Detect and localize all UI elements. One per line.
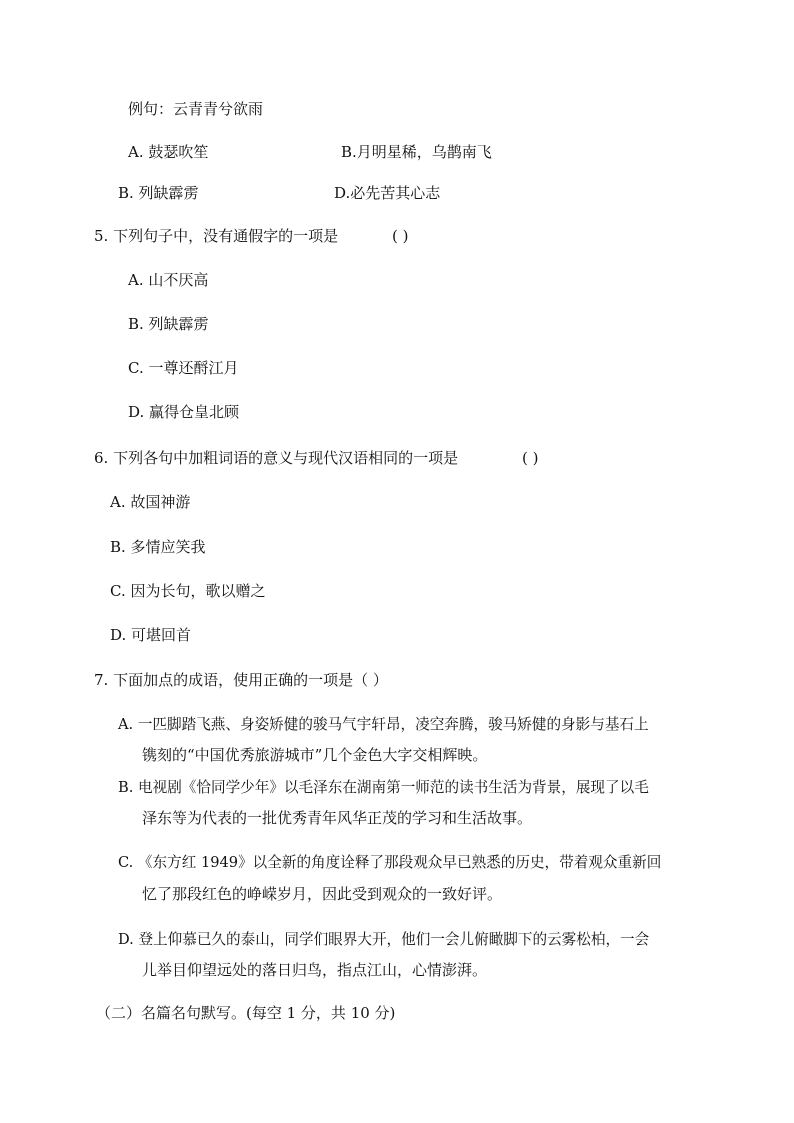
q6-option-d: D. 可堪回首 bbox=[110, 626, 192, 644]
q7-option-c-line2: 忆了那段红色的峥嵘岁月，因此受到观众的一致好评。 bbox=[142, 885, 503, 903]
example-option-b: B.月明星稀，乌鹊南飞 bbox=[341, 143, 492, 161]
q5-option-a: A. 山不厌高 bbox=[128, 271, 209, 289]
q5-option-c: C. 一尊还酹江月 bbox=[128, 359, 239, 377]
q7-option-d-line2: 儿举目仰望远处的落日归鸟，指点江山，心情澎湃。 bbox=[142, 961, 488, 979]
example-sentence: 例句：云青青兮欲雨 bbox=[128, 100, 264, 118]
example-option-d: D.必先苦其心志 bbox=[334, 184, 441, 202]
q5-option-b: B. 列缺霹雳 bbox=[128, 315, 209, 333]
q5-option-d: D. 赢得仓皇北顾 bbox=[128, 403, 240, 421]
q7-option-b-line2: 泽东等为代表的一批优秀青年风华正茂的学习和生活故事。 bbox=[142, 809, 533, 827]
example-option-b2: B. 列缺霹雳 bbox=[118, 184, 199, 202]
q6-option-a: A. 故国神游 bbox=[110, 493, 191, 511]
section-2-title: （二）名篇名句默写。(每空 1 分，共 10 分) bbox=[96, 1004, 396, 1022]
q6-option-b: B. 多情应笑我 bbox=[110, 538, 206, 556]
q5-answer-blank: ( ) bbox=[392, 227, 409, 245]
q5-stem: 5. 下列句子中，没有通假字的一项是 bbox=[94, 227, 339, 245]
q7-option-d-line1: D. 登上仰慕已久的泰山，同学们眼界大开，他们一会儿俯瞰脚下的云雾松柏，一会 bbox=[118, 931, 650, 948]
q6-stem: 6. 下列各句中加粗词语的意义与现代汉语相同的一项是 bbox=[94, 449, 459, 467]
q7-stem: 7. 下面加点的成语，使用正确的一项是（ ） bbox=[94, 671, 388, 689]
q7-option-c-line1: C. 《东方红 1949》以全新的角度诠释了那段观众早已熟悉的历史，带着观众重新回 bbox=[118, 854, 662, 871]
q7-option-a-line1: A. 一匹脚踏飞燕、身姿矫健的骏马气宇轩昂，凌空奔腾，骏马矫健的身影与基石上 bbox=[118, 716, 649, 733]
q7-option-a-line2: 镌刻的“中国优秀旅游城市”几个金色大字交相辉映。 bbox=[142, 746, 488, 764]
q7-option-b-line1: B. 电视剧《恰同学少年》以毛泽东在湖南第一师范的读书生活为背景，展现了以毛 bbox=[118, 779, 649, 796]
example-option-a: A. 鼓瑟吹笙 bbox=[128, 143, 209, 161]
q6-answer-blank: ( ) bbox=[522, 449, 539, 467]
q6-option-c: C. 因为长句，歌以赠之 bbox=[110, 582, 266, 600]
